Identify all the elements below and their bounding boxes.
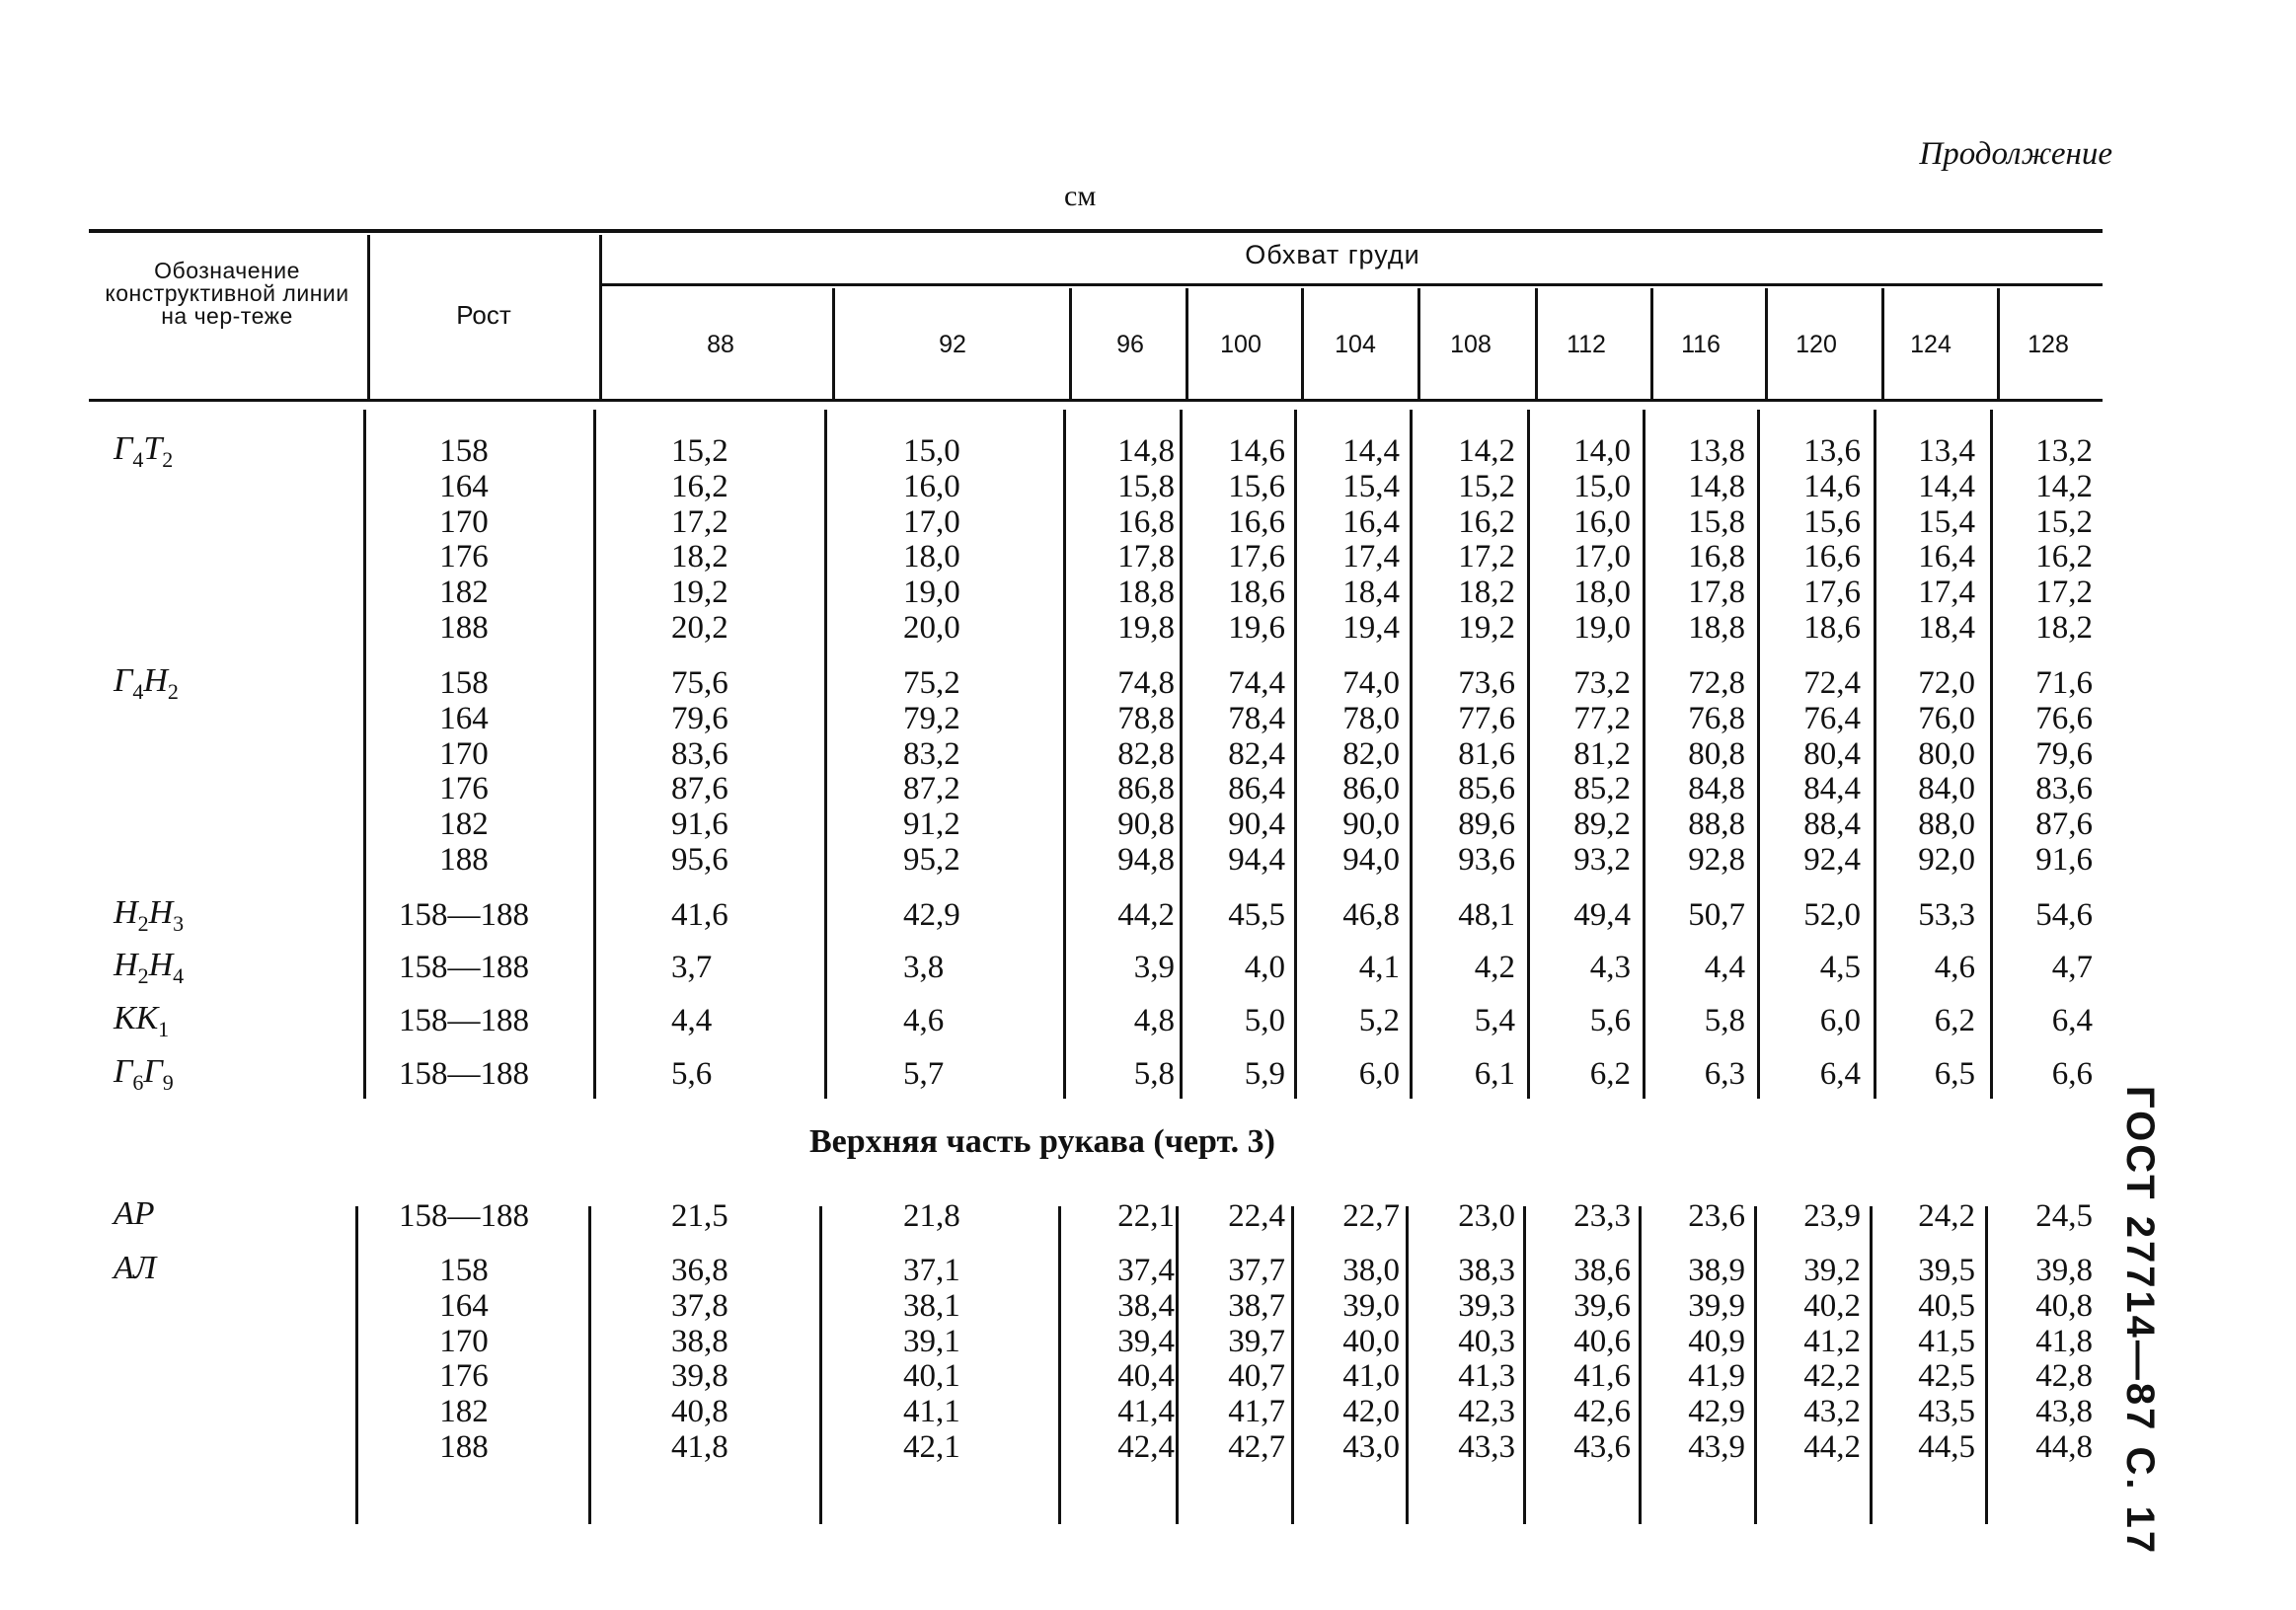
side-label-text: ГОСТ 27714—87 С. 17 (2118, 1086, 2162, 1557)
body-rule (1639, 1206, 1642, 1524)
measurement-values: 23,3 (1573, 1198, 1631, 1234)
measurement-values: 4,0 (1244, 950, 1285, 985)
body-rule (1176, 1206, 1179, 1524)
line-designation: $Н_2Н_3$ (114, 894, 185, 936)
measurement-values: 37,1 38,1 39,1 40,1 41,1 42,1 (903, 1253, 960, 1465)
line-designation: АР (114, 1195, 155, 1232)
measurement-values: 13,2 14,2 15,2 16,2 17,2 18,2 (2035, 433, 2093, 646)
body-rule (819, 1206, 822, 1524)
measurement-values: 4,7 (2051, 950, 2093, 985)
measurement-values: 4,8 (1133, 1003, 1175, 1038)
body-rule (1063, 410, 1066, 1099)
measurement-values: 38,6 39,6 40,6 41,6 42,6 43,6 (1573, 1253, 1631, 1465)
measurement-values: 4,2 (1474, 950, 1515, 985)
height-values: 158 164 170 176 182 188 (439, 665, 489, 878)
header-rule (832, 288, 835, 399)
measurement-values: 3,7 (671, 950, 713, 985)
header-rule (599, 235, 602, 399)
chest-size-header: 96 (1116, 331, 1144, 358)
body-rule (1406, 1206, 1409, 1524)
measurement-values: 36,8 37,8 38,8 39,8 40,8 41,8 (671, 1253, 728, 1465)
measurement-values: 6,2 (1934, 1003, 1975, 1038)
height-values: 158—188 (399, 1003, 529, 1038)
measurement-values: 13,6 14,6 15,6 16,6 17,6 18,6 (1803, 433, 1861, 646)
measurement-values: 44,2 (1117, 897, 1175, 933)
measurement-values: 71,6 76,6 79,6 83,6 87,6 91,6 (2035, 665, 2093, 878)
measurement-values: 6,4 (2051, 1003, 2093, 1038)
measurement-values: 13,4 14,4 15,4 16,4 17,4 18,4 (1918, 433, 1975, 646)
continuation-label: Продолжение (1919, 136, 2112, 172)
measurement-values: 21,5 (671, 1198, 728, 1234)
header-rule (1535, 288, 1538, 399)
height-values: 158—188 (399, 950, 529, 985)
measurement-values: 54,6 (2035, 897, 2093, 933)
measurement-values: 14,6 15,6 16,6 17,6 18,6 19,6 (1228, 433, 1285, 646)
measurement-values: 4,6 (1934, 950, 1975, 985)
measurement-values: 5,0 (1244, 1003, 1285, 1038)
body-rule (1527, 410, 1530, 1099)
measurement-values: 74,4 78,4 82,4 86,4 90,4 94,4 (1228, 665, 1285, 878)
measurement-values: 6,6 (2051, 1056, 2093, 1092)
measurement-values: 6,0 (1358, 1056, 1400, 1092)
measurement-values: 74,8 78,8 82,8 86,8 90,8 94,8 (1117, 665, 1175, 878)
measurement-values: 5,9 (1244, 1056, 1285, 1092)
line-designation: $Г_4Т_2$ (114, 430, 174, 472)
measurement-values: 72,8 76,8 80,8 84,8 88,8 92,8 (1688, 665, 1745, 878)
measurement-values: 38,3 39,3 40,3 41,3 42,3 43,3 (1458, 1253, 1515, 1465)
measurement-values: 37,7 38,7 39,7 40,7 41,7 42,7 (1228, 1253, 1285, 1465)
chest-size-header: 124 (1910, 331, 1952, 358)
chest-header-rule (599, 283, 2103, 286)
header-rule (1301, 288, 1304, 399)
measurement-values: 5,2 (1358, 1003, 1400, 1038)
line-designation: $Г_4Н_2$ (114, 662, 179, 704)
measurement-values: 4,4 (1704, 950, 1745, 985)
measurement-values: 3,9 (1133, 950, 1175, 985)
measurement-values: 74,0 78,0 82,0 86,0 90,0 94,0 (1342, 665, 1400, 878)
measurement-values: 38,9 39,9 40,9 41,9 42,9 43,9 (1688, 1253, 1745, 1465)
line-designation: $Н_2Н_4$ (114, 947, 185, 988)
measurement-values: 4,5 (1819, 950, 1861, 985)
measurement-values: 14,2 15,2 16,2 17,2 18,2 19,2 (1458, 433, 1515, 646)
measurement-values: 39,8 40,8 41,8 42,8 43,8 44,8 (2035, 1253, 2093, 1465)
body-rule (1523, 1206, 1526, 1524)
measurement-values: 4,1 (1358, 950, 1400, 985)
measurement-values: 39,5 40,5 41,5 42,5 43,5 44,5 (1918, 1253, 1975, 1465)
measurement-values: 50,7 (1688, 897, 1745, 933)
chest-size-header: 104 (1335, 331, 1376, 358)
measurement-values: 49,4 (1573, 897, 1631, 933)
body-rule (1058, 1206, 1061, 1524)
body-rule (1410, 410, 1413, 1099)
measurement-values: 4,4 (671, 1003, 713, 1038)
unit-label: см (1064, 180, 1097, 212)
measurement-values: 73,6 77,6 81,6 85,6 89,6 93,6 (1458, 665, 1515, 878)
body-rule (1291, 1206, 1294, 1524)
header-rule (1765, 288, 1768, 399)
measurement-values: 15,2 16,2 17,2 18,2 19,2 20,2 (671, 433, 728, 646)
measurement-values: 14,0 15,0 16,0 17,0 18,0 19,0 (1573, 433, 1631, 646)
line-designation: $КК_1$ (114, 1000, 170, 1041)
measurement-values: 38,0 39,0 40,0 41,0 42,0 43,0 (1342, 1253, 1400, 1465)
measurement-values: 6,3 (1704, 1056, 1745, 1092)
measurement-values: 6,0 (1819, 1003, 1861, 1038)
measurement-values: 14,4 15,4 16,4 17,4 18,4 19,4 (1342, 433, 1400, 646)
measurement-values: 5,8 (1133, 1056, 1175, 1092)
chest-size-header: 92 (939, 331, 966, 358)
body-rule (1757, 410, 1760, 1099)
body-rule (588, 1206, 591, 1524)
measurement-values: 53,3 (1918, 897, 1975, 933)
measurement-values: 24,5 (2035, 1198, 2093, 1234)
measurement-values: 15,0 16,0 17,0 18,0 19,0 20,0 (903, 433, 960, 646)
measurement-values: 41,6 (671, 897, 728, 933)
measurement-values: 4,6 (903, 1003, 945, 1038)
body-rule (363, 410, 366, 1099)
measurement-values: 5,6 (1589, 1003, 1631, 1038)
body-rule (1180, 410, 1183, 1099)
line-designation: $Г_6Г_9$ (114, 1053, 174, 1095)
measurement-values: 39,2 40,2 41,2 42,2 43,2 44,2 (1803, 1253, 1861, 1465)
header-rule (1650, 288, 1653, 399)
measurement-values: 5,8 (1704, 1003, 1745, 1038)
header-rule (367, 235, 370, 399)
line-designation: АЛ (114, 1250, 157, 1286)
header-rule (1881, 288, 1884, 399)
measurement-values: 13,8 14,8 15,8 16,8 17,8 18,8 (1688, 433, 1745, 646)
measurement-values: 21,8 (903, 1198, 960, 1234)
table-top-rule (89, 229, 2103, 233)
measurement-values: 23,6 (1688, 1198, 1745, 1234)
measurement-values: 72,4 76,4 80,4 84,4 88,4 92,4 (1803, 665, 1861, 878)
header-bottom-rule (89, 399, 2103, 402)
measurement-values: 6,5 (1934, 1056, 1975, 1092)
header-rule (1417, 288, 1420, 399)
measurement-values: 14,8 15,8 16,8 17,8 18,8 19,8 (1117, 433, 1175, 646)
measurement-values: 72,0 76,0 80,0 84,0 88,0 92,0 (1918, 665, 1975, 878)
measurement-values: 37,4 38,4 39,4 40,4 41,4 42,4 (1117, 1253, 1175, 1465)
chest-size-header: 112 (1567, 331, 1606, 358)
chest-size-header: 88 (707, 331, 734, 358)
chest-size-header: 100 (1220, 331, 1262, 358)
measurement-values: 22,7 (1342, 1198, 1400, 1234)
measurement-values: 42,9 (903, 897, 960, 933)
measurement-values: 75,2 79,2 83,2 87,2 91,2 95,2 (903, 665, 960, 878)
height-values: 158—188 (399, 897, 529, 933)
measurement-values: 22,1 (1117, 1198, 1175, 1234)
measurement-values: 73,2 77,2 81,2 85,2 89,2 93,2 (1573, 665, 1631, 878)
measurement-values: 75,6 79,6 83,6 87,6 91,6 95,6 (671, 665, 728, 878)
body-rule (824, 410, 827, 1099)
chest-size-header: 108 (1450, 331, 1492, 358)
body-rule (1294, 410, 1297, 1099)
measurement-values: 22,4 (1228, 1198, 1285, 1234)
body-rule (1754, 1206, 1757, 1524)
height-values: 158 164 170 176 182 188 (439, 433, 489, 646)
side-page-label (2118, 1086, 2181, 1557)
measurement-values: 24,2 (1918, 1198, 1975, 1234)
measurement-values: 3,8 (903, 950, 945, 985)
measurement-values: 6,4 (1819, 1056, 1861, 1092)
body-rule (1990, 410, 1993, 1099)
header-rule (1997, 288, 2000, 399)
measurement-values: 5,6 (671, 1056, 713, 1092)
body-rule (593, 410, 596, 1099)
measurement-values: 4,3 (1589, 950, 1631, 985)
measurement-values: 23,0 (1458, 1198, 1515, 1234)
section-title: Верхняя часть рукава (черт. 3) (809, 1123, 1275, 1160)
body-rule (1870, 1206, 1873, 1524)
header-designation: Обозначение конструктивной линии на чер-теже (105, 258, 349, 329)
header-height: Рост (456, 300, 511, 330)
header-chest-girth: Обхват груди (1245, 240, 1420, 269)
measurement-values: 46,8 (1342, 897, 1400, 933)
height-values: 158 164 170 176 182 188 (439, 1253, 489, 1465)
chest-size-header: 120 (1796, 331, 1837, 358)
body-rule (1643, 410, 1645, 1099)
measurement-values: 52,0 (1803, 897, 1861, 933)
height-values: 158—188 (399, 1198, 529, 1234)
body-rule (355, 1206, 358, 1524)
body-rule (1874, 410, 1876, 1099)
height-values: 158—188 (399, 1056, 529, 1092)
measurement-values: 5,4 (1474, 1003, 1515, 1038)
chest-size-header: 116 (1681, 331, 1721, 358)
header-rule (1186, 288, 1188, 399)
measurement-values: 5,7 (903, 1056, 945, 1092)
measurement-values: 45,5 (1228, 897, 1285, 933)
chest-size-header: 128 (2028, 331, 2069, 358)
measurement-values: 6,1 (1474, 1056, 1515, 1092)
header-rule (1069, 288, 1072, 399)
measurement-values: 23,9 (1803, 1198, 1861, 1234)
measurement-values: 6,2 (1589, 1056, 1631, 1092)
body-rule (1985, 1206, 1988, 1524)
measurement-values: 48,1 (1458, 897, 1515, 933)
